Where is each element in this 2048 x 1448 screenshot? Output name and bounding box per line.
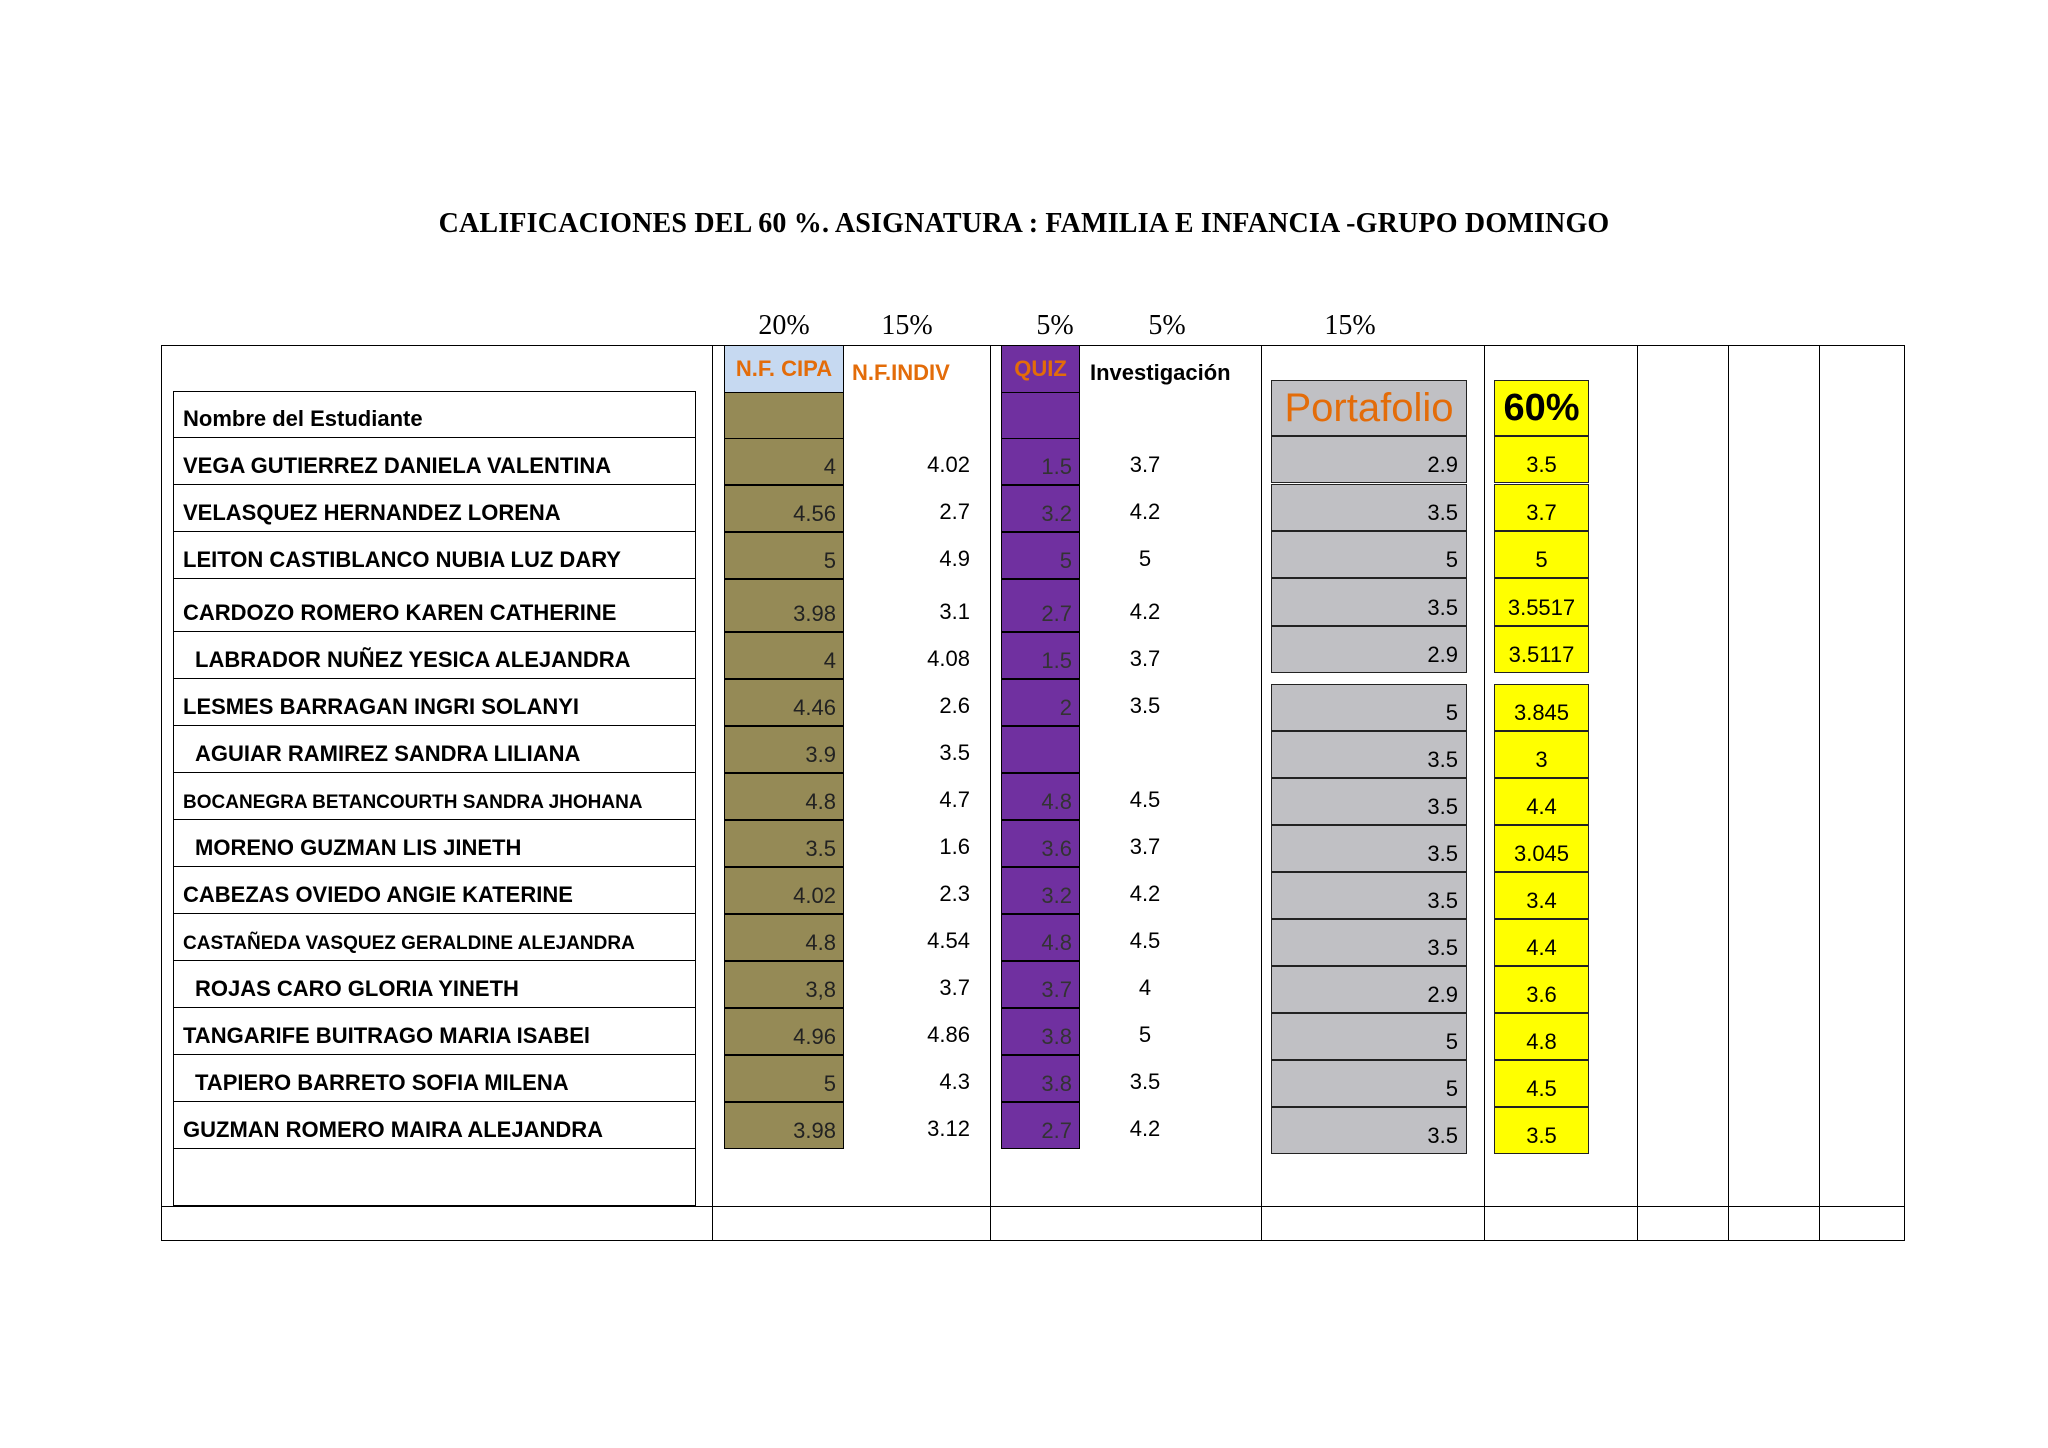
investigacion-grade: 3.7 — [1129, 452, 1161, 477]
indiv-grade: 3.1 — [939, 599, 970, 624]
indiv-grade: 4.9 — [939, 546, 970, 571]
final-grade: 5 — [1494, 531, 1589, 578]
cipa-grade: 4.96 — [724, 1008, 844, 1055]
investigacion-grade: 4 — [1138, 975, 1152, 1000]
indiv-grade: 2.6 — [939, 693, 970, 718]
weight-quiz: 5% — [1036, 310, 1074, 341]
final-grade: 3 — [1494, 731, 1589, 778]
quiz-grade: 2.7 — [1001, 1102, 1080, 1149]
quiz-grade: 3.2 — [1001, 867, 1080, 914]
column-divider — [1261, 345, 1262, 1241]
final-grade: 3.4 — [1494, 872, 1589, 919]
final-grade: 4.4 — [1494, 919, 1589, 966]
quiz-grade: 3.2 — [1001, 485, 1080, 532]
indiv-grade: 4.54 — [927, 928, 970, 953]
portafolio-grade: 3.5 — [1271, 578, 1467, 626]
empty-name-row — [173, 1149, 696, 1206]
indiv-grade: 3.7 — [939, 975, 970, 1000]
column-divider — [1637, 345, 1638, 1241]
cipa-grade: 4.56 — [724, 485, 844, 532]
weight-indiv: 15% — [881, 310, 933, 341]
student-name: VEGA GUTIERREZ DANIELA VALENTINA — [173, 438, 696, 485]
header-portafolio — [1271, 380, 1467, 436]
column-divider — [990, 345, 991, 1241]
header-investigacion: Investigación — [1090, 360, 1231, 385]
indiv-grade: 3.12 — [927, 1116, 970, 1141]
student-name: CARDOZO ROMERO KAREN CATHERINE — [173, 579, 696, 632]
final-grade: 3.5 — [1494, 1107, 1589, 1154]
investigacion-grade: 4.2 — [1129, 599, 1161, 624]
final-grade: 3.5117 — [1494, 626, 1589, 673]
indiv-grade: 4.3 — [939, 1069, 970, 1094]
investigacion-grade: 3.7 — [1129, 834, 1161, 859]
indiv-grade: 4.08 — [927, 646, 970, 671]
cipa-grade: 3.98 — [724, 1102, 844, 1149]
investigacion-grade: 5 — [1138, 546, 1152, 571]
indiv-grade: 4.7 — [939, 787, 970, 812]
student-name: BOCANEGRA BETANCOURTH SANDRA JHOHANA — [173, 773, 696, 820]
indiv-grade: 4.02 — [927, 452, 970, 477]
portafolio-grade: 2.9 — [1271, 966, 1467, 1013]
table-bottom-line — [161, 1206, 1905, 1207]
column-divider — [712, 345, 713, 1241]
header-cipa — [724, 345, 844, 392]
weight-cipa: 20% — [758, 310, 810, 341]
portafolio-grade: 3.5 — [1271, 778, 1467, 825]
student-name: MORENO GUZMAN LIS JINETH — [173, 820, 696, 867]
final-grade: 3.5 — [1494, 436, 1589, 483]
final-grade: 3.045 — [1494, 825, 1589, 872]
student-name: AGUIAR RAMIREZ SANDRA LILIANA — [173, 726, 696, 773]
cipa-grade: 4.46 — [724, 679, 844, 726]
header-name: Nombre del Estudiante — [173, 391, 696, 438]
student-name: LESMES BARRAGAN INGRI SOLANYI — [173, 679, 696, 726]
portafolio-grade: 3.5 — [1271, 1107, 1467, 1154]
cipa-grade: 4.8 — [724, 773, 844, 820]
portafolio-grade: 3.5 — [1271, 825, 1467, 872]
cipa-grade: 4 — [724, 438, 844, 485]
column-divider — [1819, 345, 1820, 1241]
final-grade: 3.845 — [1494, 684, 1589, 731]
student-name: LABRADOR NUÑEZ YESICA ALEJANDRA — [173, 632, 696, 679]
quiz-grade: 3.8 — [1001, 1055, 1080, 1102]
portafolio-grade: 5 — [1271, 1060, 1467, 1107]
student-name: ROJAS CARO GLORIA YINETH — [173, 961, 696, 1008]
indiv-grade: 2.3 — [939, 881, 970, 906]
portafolio-grade: 5 — [1271, 684, 1467, 731]
portafolio-grade: 2.9 — [1271, 436, 1467, 483]
investigacion-grade: 4.5 — [1129, 928, 1161, 953]
header-final — [1494, 380, 1589, 436]
header-indiv: N.F.INDIV — [852, 360, 950, 385]
student-name: TAPIERO BARRETO SOFIA MILENA — [173, 1055, 696, 1102]
final-grade: 3.7 — [1494, 484, 1589, 531]
quiz-grade: 5 — [1001, 532, 1080, 579]
cipa-grade: 3.5 — [724, 820, 844, 867]
cipa-grade: 5 — [724, 532, 844, 579]
header-quiz — [1001, 345, 1080, 392]
portafolio-grade: 3.5 — [1271, 919, 1467, 966]
student-name: CASTAÑEDA VASQUEZ GERALDINE ALEJANDRA — [173, 914, 696, 961]
portafolio-grade: 5 — [1271, 531, 1467, 578]
final-grade: 3.5517 — [1494, 578, 1589, 626]
header-cipa-label: N.F. CIPA — [735, 356, 833, 381]
final-grade: 4.8 — [1494, 1013, 1589, 1060]
quiz-grade: 3.8 — [1001, 1008, 1080, 1055]
quiz-grade: 3.6 — [1001, 820, 1080, 867]
cipa-header-fill — [724, 392, 844, 440]
quiz-grade: 2.7 — [1001, 579, 1080, 632]
column-divider — [1728, 345, 1729, 1241]
quiz-grade — [1001, 726, 1080, 773]
quiz-grade: 3.7 — [1001, 961, 1080, 1008]
page-title: CALIFICACIONES DEL 60 %. ASIGNATURA : FAMILIA E INFANCIA -GRUPO DOMINGO — [438, 208, 1610, 239]
student-name: VELASQUEZ HERNANDEZ LORENA — [173, 485, 696, 532]
quiz-header-fill — [1001, 392, 1080, 440]
investigacion-grade: 5 — [1138, 1022, 1152, 1047]
portafolio-grade: 3.5 — [1271, 484, 1467, 531]
weight-investigacion: 5% — [1148, 310, 1186, 341]
header-portafolio-label: Portafolio — [1284, 385, 1454, 430]
investigacion-grade: 4.2 — [1129, 881, 1161, 906]
student-name: TANGARIFE BUITRAGO MARIA ISABEl — [173, 1008, 696, 1055]
header-quiz-label: QUIZ — [1014, 356, 1067, 381]
quiz-grade: 2 — [1001, 679, 1080, 726]
cipa-grade: 3.98 — [724, 579, 844, 632]
header-final-label: 60% — [1503, 386, 1580, 429]
quiz-grade: 1.5 — [1001, 632, 1080, 679]
portafolio-grade: 5 — [1271, 1013, 1467, 1060]
investigacion-grade: 4.5 — [1129, 787, 1161, 812]
final-grade: 4.4 — [1494, 778, 1589, 825]
investigacion-grade: 4.2 — [1129, 1116, 1161, 1141]
investigacion-grade: 3.5 — [1129, 1069, 1161, 1094]
portafolio-grade: 2.9 — [1271, 626, 1467, 673]
cipa-grade: 3,8 — [724, 961, 844, 1008]
indiv-grade: 1.6 — [939, 834, 970, 859]
final-grade: 3.6 — [1494, 966, 1589, 1013]
student-name: CABEZAS OVIEDO ANGIE KATERINE — [173, 867, 696, 914]
quiz-grade: 4.8 — [1001, 914, 1080, 961]
student-name: LEITON CASTIBLANCO NUBIA LUZ DARY — [173, 532, 696, 579]
final-grade: 4.5 — [1494, 1060, 1589, 1107]
student-name: GUZMAN ROMERO MAIRA ALEJANDRA — [173, 1102, 696, 1149]
cipa-grade: 3.9 — [724, 726, 844, 773]
cipa-grade: 4 — [724, 632, 844, 679]
investigacion-grade: 3.7 — [1129, 646, 1161, 671]
indiv-grade: 2.7 — [939, 499, 970, 524]
quiz-grade: 4.8 — [1001, 773, 1080, 820]
cipa-grade: 4.02 — [724, 867, 844, 914]
investigacion-grade: 3.5 — [1129, 693, 1161, 718]
portafolio-grade: 3.5 — [1271, 731, 1467, 778]
indiv-grade: 4.86 — [927, 1022, 970, 1047]
cipa-grade: 5 — [724, 1055, 844, 1102]
weight-portafolio: 15% — [1324, 310, 1376, 341]
portafolio-grade: 3.5 — [1271, 872, 1467, 919]
column-divider — [1484, 345, 1485, 1241]
quiz-grade: 1.5 — [1001, 438, 1080, 485]
investigacion-grade: 4.2 — [1129, 499, 1161, 524]
cipa-grade: 4.8 — [724, 914, 844, 961]
indiv-grade: 3.5 — [939, 740, 970, 765]
